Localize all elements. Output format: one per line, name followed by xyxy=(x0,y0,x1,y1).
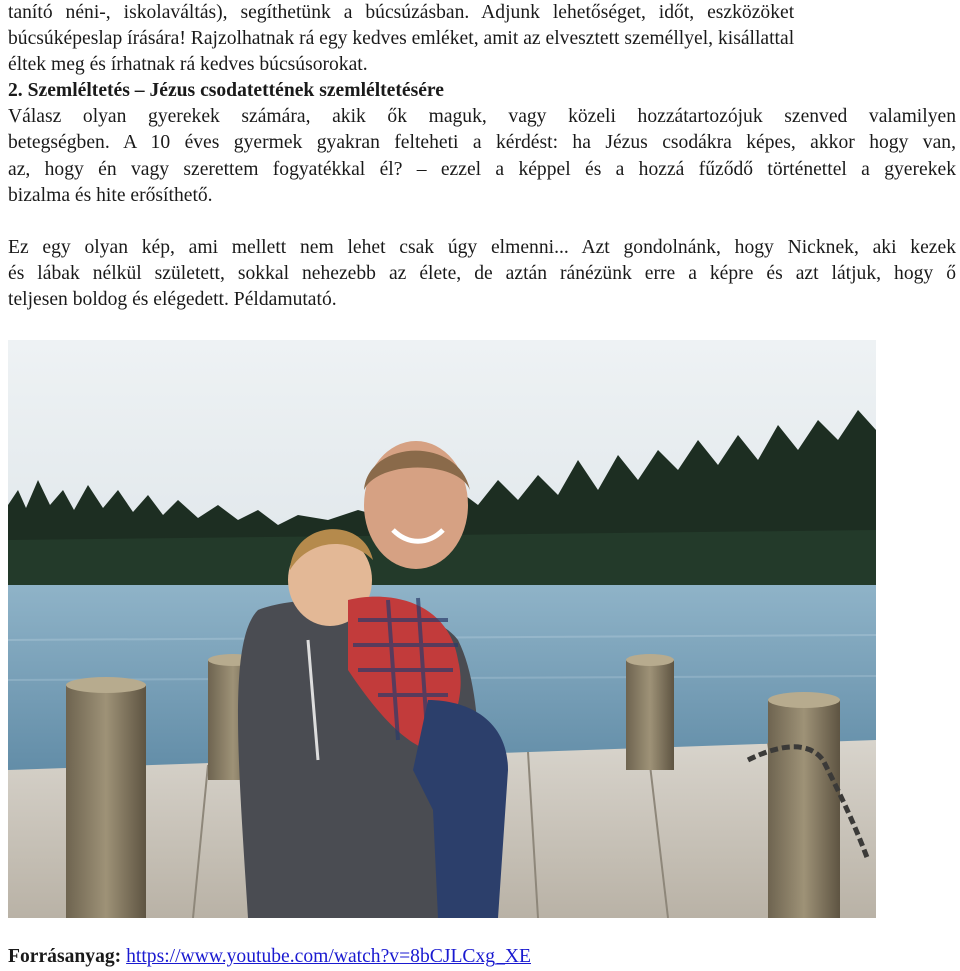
text-line: bizalma és hite erősíthető. xyxy=(8,184,213,206)
source-link[interactable]: https://www.youtube.com/watch?v=8bCJLCxg_XE xyxy=(126,946,531,967)
intro-paragraph xyxy=(8,0,794,79)
text-line: és lábak nélkül született, sokkal nehezebb az élete, de aztán ránézünk erre a képre és azt látjuk, hogy ő xyxy=(8,263,956,285)
story-paragraph xyxy=(8,235,956,314)
text-line: éltek meg és írhatnak rá kedves búcsúsorokat. xyxy=(8,54,368,76)
text-line: tanító néni-, iskolaváltás), segíthetünk a búcsúzásban. Adjunk lehetőséget, időt, eszközöket xyxy=(8,2,795,23)
photo-man-hugging-child-on-dock xyxy=(8,340,876,918)
source-line xyxy=(8,944,531,970)
section-paragraph xyxy=(8,78,956,209)
section-heading: 2. Szemléltetés – Jézus csodatettének szemléltetésére xyxy=(8,80,444,101)
text-line: Ez egy olyan kép, ami mellett nem lehet csak úgy elmenni... Azt gondolnánk, hogy Nicknek, aki kezek xyxy=(8,237,956,258)
text-line: Válasz olyan gyerekek számára, akik ők maguk, vagy közeli hozzátartozójuk szenved valamilyen xyxy=(8,106,956,128)
text-line: az, hogy én vagy szerettem fogyatékkal él? – ezzel a képpel és a hozzá fűződő történettel a gyerekek xyxy=(8,158,956,180)
text-line: búcsúképeslap írására! Rajzolhatnak rá egy kedves emléket, amit az elvesztett személlyel, kisállattal xyxy=(8,28,795,50)
text-line: betegségben. A 10 éves gyermek gyakran felteheti a kérdést: ha Jézus csodákra képes, akkor hogy van, xyxy=(8,132,956,154)
text-line: teljesen boldog és elégedett. Példamutató. xyxy=(8,289,337,311)
source-label: Forrásanyag: xyxy=(8,946,122,967)
